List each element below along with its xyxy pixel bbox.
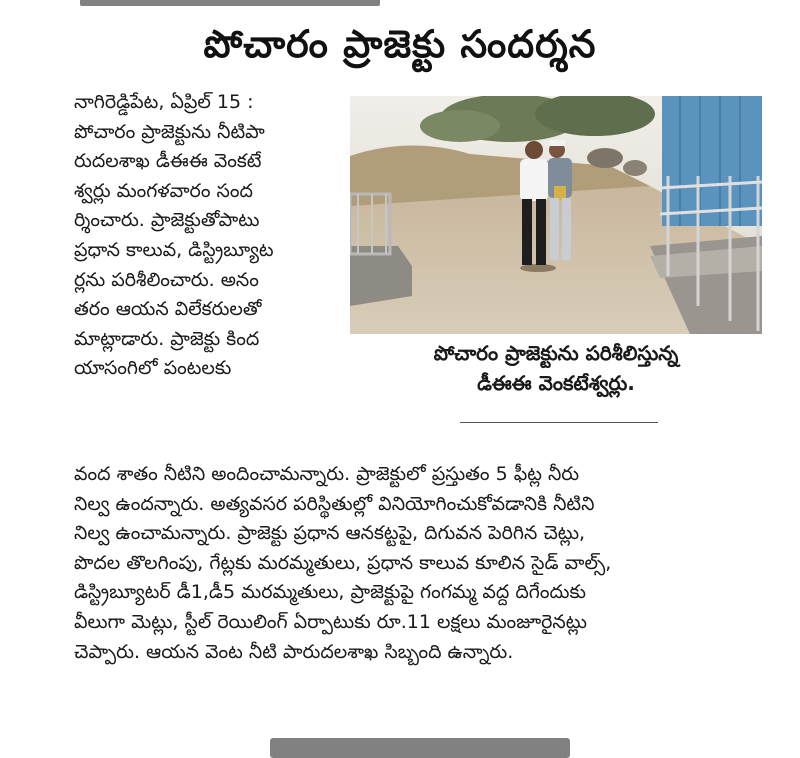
body-line: వంద శాతం నీటిని అందించామన్నారు. ప్రాజెక్టులో ప్రస్తుతం 5 ఫీట్ల నీరు — [74, 463, 580, 485]
body-line: వీలుగా మెట్లు, స్టీల్ రెయిలింగ్ ఏర్పాటుకు రూ.11 లక్షలు మంజూరైనట్లు — [74, 610, 588, 633]
intro-line: పోచారం ప్రాజెక్టును నీటిపా — [74, 120, 265, 143]
article-intro-column — [74, 88, 336, 384]
article-headline: పోచారం ప్రాజెక్టు సందర్శన — [203, 22, 597, 66]
caption-divider — [460, 422, 658, 423]
caption-line: పోచారం ప్రాజెక్టును పరిశీలిస్తున్న — [433, 341, 679, 365]
intro-line: ర్లను పరిశీలించారు. అనం — [74, 268, 259, 291]
clipped-previous-heading — [80, 0, 380, 6]
intro-line: నాగిరెడ్డిపేట, ఏప్రిల్ 15 : — [74, 91, 254, 113]
body-line: నిల్వ ఉందన్నారు. అత్యవసర పరిస్థితుల్లో వినియోగించుకోవడానికి నీటిని — [74, 492, 595, 515]
photo-caption — [350, 338, 762, 398]
body-line: డిస్ట్రిబ్యూటర్ డీ1,డీ5 మరమ్మతులు, ప్రాజెక్టుపై గంగమ్మ వద్ద దిగేందుకు — [74, 581, 586, 604]
intro-line: రుదలశాఖ డీఈఈ వెంకటే — [74, 150, 262, 173]
intro-line: మాట్లాడారు. ప్రాజెక్టు కింద — [74, 327, 260, 350]
intro-line: శ్వర్లు మంగళవారం సంద — [74, 179, 253, 202]
body-line: నిల్వ ఉంచామన్నారు. ప్రాజెక్టు ప్రధాన ఆనకట్టపై, దిగువన పెరిగిన చెట్లు, — [74, 522, 586, 545]
body-line: చెప్పారు. ఆయన వెంట నీటి పారుదలశాఖ సిబ్బంది ఉన్నారు. — [74, 640, 514, 663]
body-line: పొదల తొలగింపు, గేట్లకు మరమ్మతులు, ప్రధాన కాలువ కూలిన సైడ్ వాల్స్, — [74, 551, 612, 574]
clipped-next-heading — [270, 738, 570, 758]
intro-line: యాసంగిలో పంటలకు — [74, 357, 232, 380]
intro-line: ర్శించారు. ప్రాజెక్టుతోపాటు — [74, 209, 260, 232]
intro-line: తరం ఆయన విలేకరులతో — [74, 298, 262, 321]
intro-line: ప్రధాన కాలువ, డిస్ట్రిబ్యూట — [74, 238, 274, 261]
caption-line: డీఈఈ వెంకటేశ్వర్లు. — [477, 371, 635, 395]
article-body-column — [74, 460, 762, 667]
project-site-photo — [350, 96, 762, 334]
